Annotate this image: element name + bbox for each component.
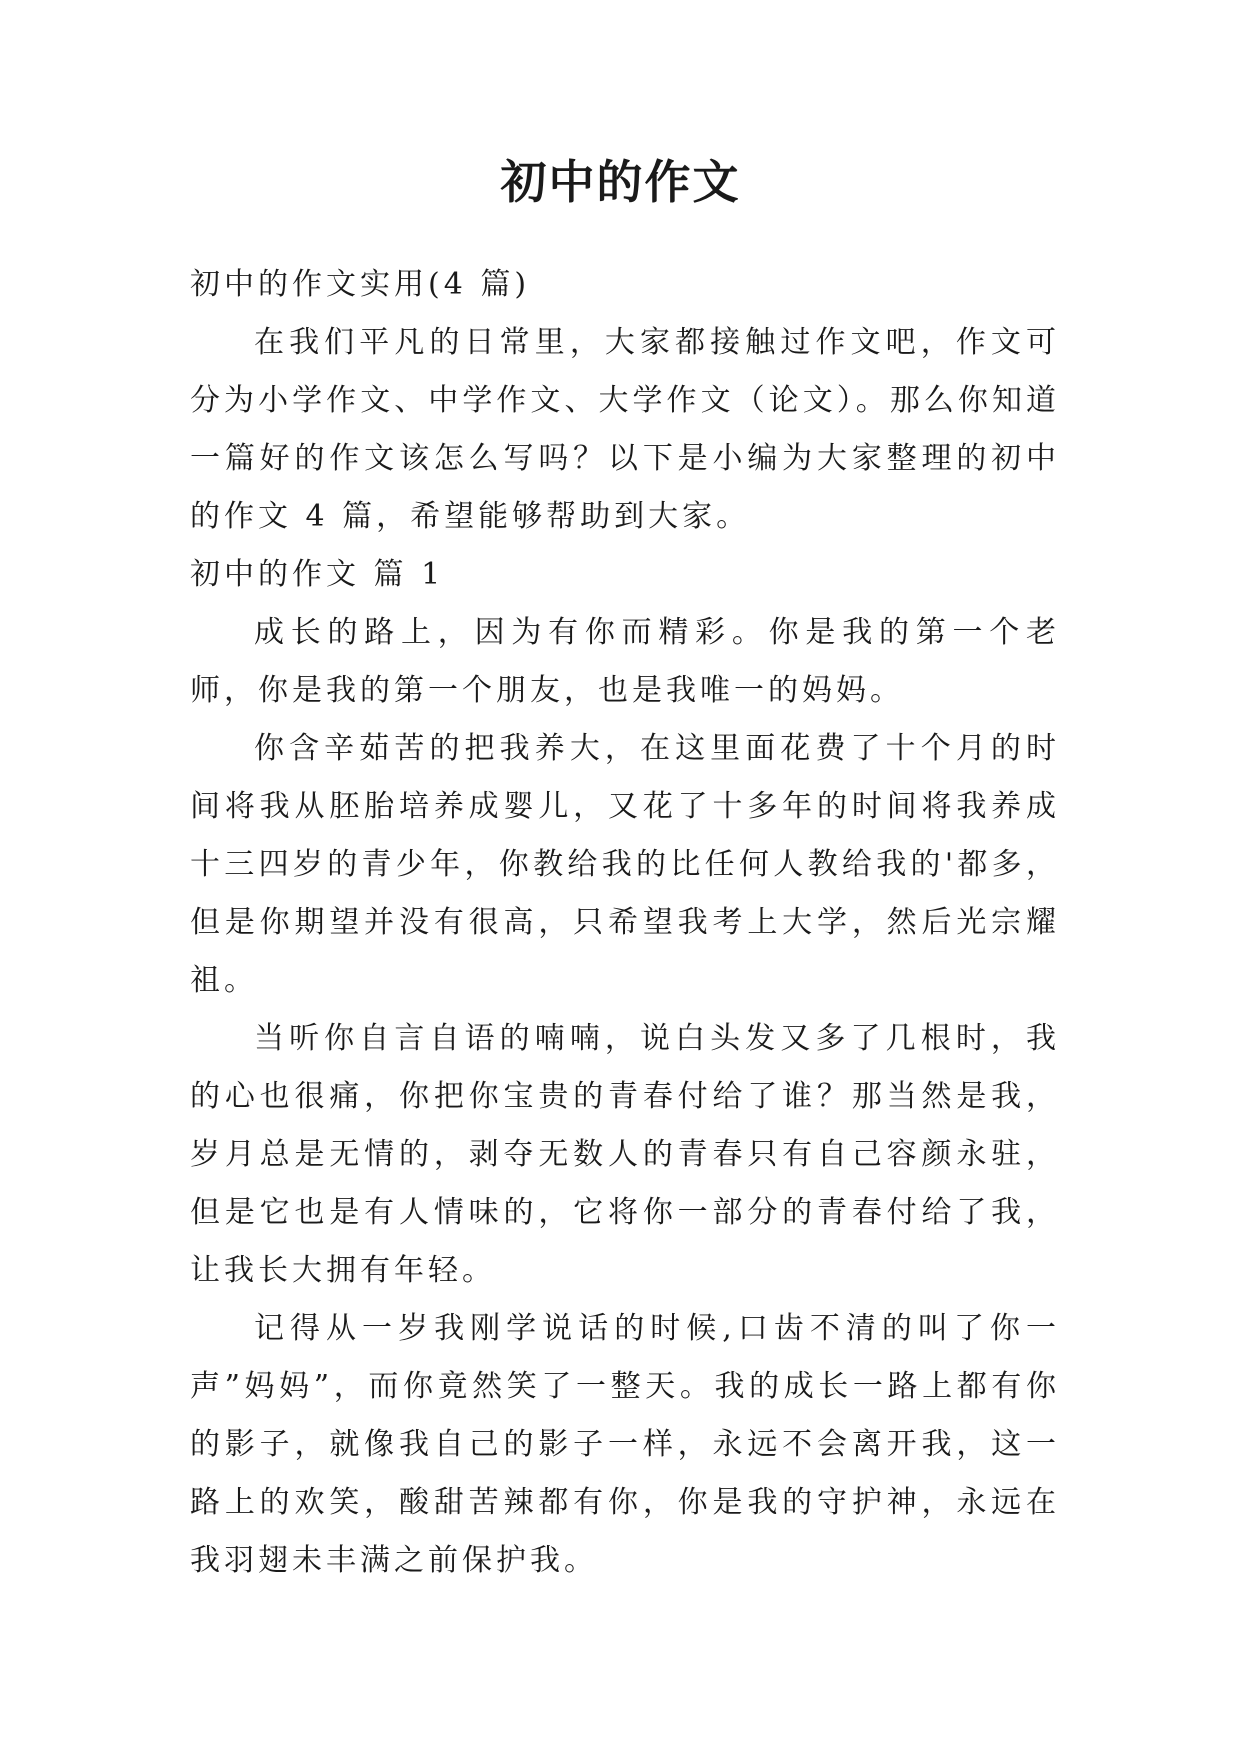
body-paragraph: 记得从一岁我刚学说话的时候,口齿不清的叫了你一声”妈妈”，而你竟然笑了一整天。我的成长一路上都有你的影子，就像我自己的影子一样，永远不会离开我，这一路上的欢笑，酸甜苦辣都有你，你是我的守护神，永远在我羽翅未丰满之前保护我。: [190, 1311, 1060, 1578]
subtitle-line: 初中的作文实用(4 篇): [190, 267, 531, 302]
body-paragraph: 你含辛茹苦的把我养大，在这里面花费了十个月的时间将我从胚胎培养成婴儿，又花了十多年的时间将我养成十三四岁的青少年，你教给我的比任何人教给我的'都多，但是你期望并没有很高，只希望我考上大学，然后光宗耀祖。: [190, 731, 1060, 998]
document-body: [190, 256, 1060, 1590]
intro-paragraph: 在我们平凡的日常里，大家都接触过作文吧，作文可分为小学作文、中学作文、大学作文（论文）。那么你知道一篇好的作文该怎么写吗？以下是小编为大家整理的初中的作文 4 篇，希望能够帮助到大家。: [190, 325, 1060, 534]
body-paragraph: 成长的路上，因为有你而精彩。你是我的第一个老师，你是我的第一个朋友，也是我唯一的妈妈。: [190, 615, 1060, 708]
section-heading: 初中的作文 篇 1: [190, 557, 445, 592]
document-title: 初中的作文: [500, 155, 741, 209]
body-paragraph: 当听你自言自语的喃喃，说白头发又多了几根时，我的心也很痛，你把你宝贵的青春付给了谁？那当然是我，岁月总是无情的，剥夺无数人的青春只有自己容颜永驻，但是它也是有人情味的，它将你一部分的青春付给了我，让我长大拥有年轻。: [190, 1021, 1060, 1288]
